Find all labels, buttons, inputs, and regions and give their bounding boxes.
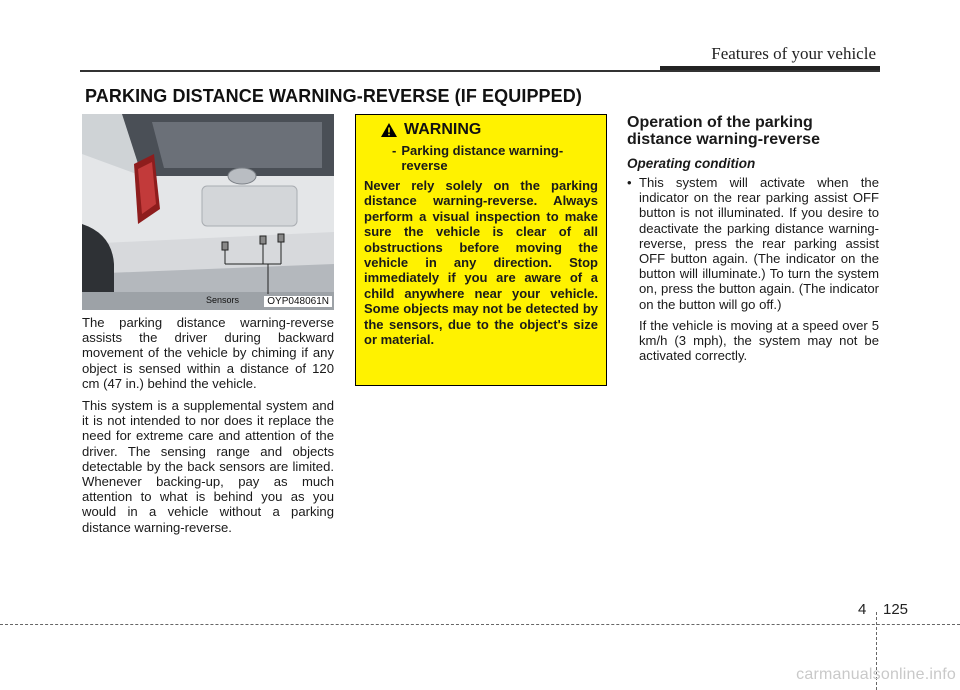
warning-subtitle-text: Parking distance warning-reverse [401, 143, 564, 173]
vehicle-rear-figure [82, 114, 334, 310]
warning-title: WARNING [404, 121, 482, 138]
operating-condition-subtitle: Operating condition [627, 156, 756, 171]
warning-header [380, 121, 598, 139]
left-column [82, 315, 334, 542]
speed-note: If the vehicle is moving at a speed over 5 km/h (3 mph), the system may not be activated correctly. [639, 317, 879, 364]
warning-subtitle [392, 143, 598, 173]
page-number: 125 [883, 601, 909, 618]
sensors-label: Sensors [206, 295, 240, 305]
bullet-item [627, 175, 879, 312]
section-header: Features of your vehicle [711, 44, 876, 63]
right-column [627, 114, 879, 363]
figure-code: OYP048061N [264, 296, 332, 307]
intro-paragraph: The parking distance warning-reverse assists the driver during backward movement of the vehicle by chiming if any object is sensed within a distance of 120 cm (47 in.) behind the vehicle. [82, 315, 334, 391]
watermark: carmanualsonline.info [796, 666, 956, 683]
vehicle-rear-illustration [82, 114, 334, 310]
bullet-text: This system will activate when the indicator on the rear parking assist OFF button is not illuminated. If you desire to deactivate the parking distance warning-reverse, press the rear parking assist OFF button again. (The indicator on the button will illuminate.) To turn the system on, press the button again. (The indicator on the button will go off.) [639, 175, 879, 312]
chapter-number: 4 [858, 601, 867, 618]
header-rule [80, 70, 880, 72]
operation-title: Operation of the parking distance warning-reverse [627, 114, 820, 148]
page-title: PARKING DISTANCE WARNING-REVERSE (IF EQUIPPED) [85, 86, 582, 106]
bullet-mark: • [627, 175, 632, 190]
warning-body: Never rely solely on the parking distance warning-reverse. Always perform a visual inspection to make sure the vehicle is clear of all obstructions before moving the vehicle in any direction. Stop immediately if you are aware of a child anywhere near your vehicle. Some objects may not be detected by the sensors, due to the object's size or material. [364, 178, 598, 348]
warning-box [355, 114, 607, 386]
supplemental-paragraph: This system is a supplemental system and it is not intended to nor does it replace the need for extreme care and attention of the driver. The sensing range and objects detectable by the back sensors are limited. Whenever backing-up, pay as much attention to what is behind you as you would in a vehicle without a parking distance warning-reverse. [82, 398, 334, 535]
warning-dash: - [392, 143, 397, 158]
warning-triangle-icon [380, 122, 398, 138]
footer-dashed-rule [0, 624, 960, 625]
